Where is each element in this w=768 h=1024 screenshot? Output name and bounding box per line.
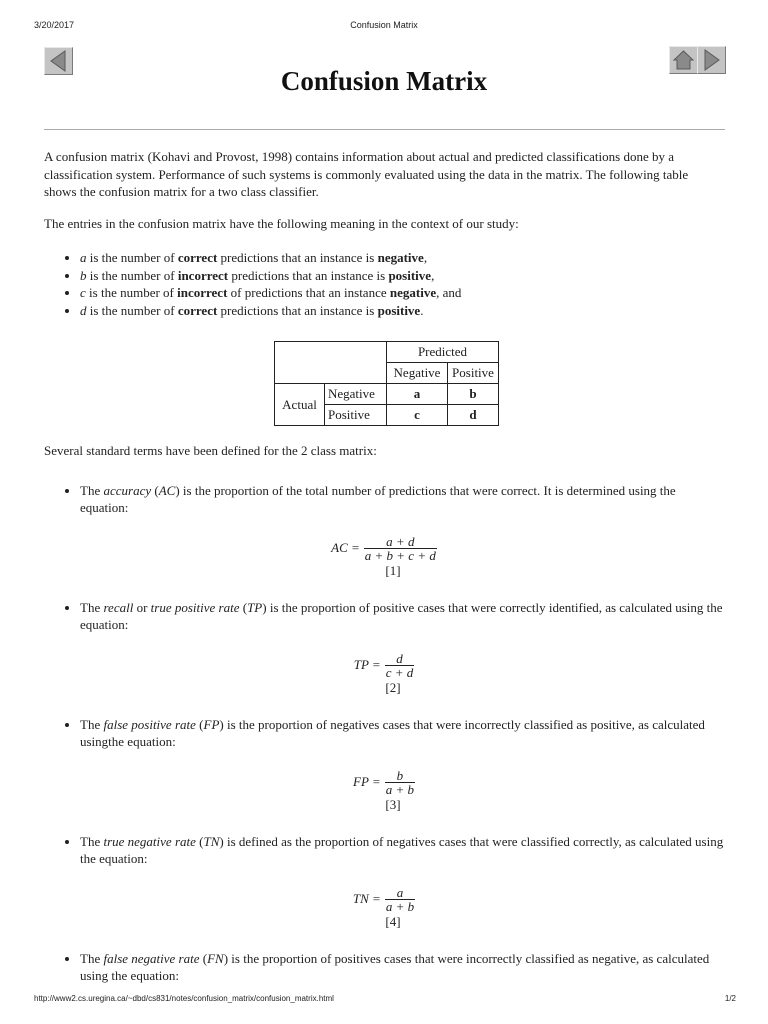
horizontal-rule	[44, 129, 725, 130]
numerator: a	[396, 884, 404, 900]
definition-list	[44, 249, 724, 319]
equation-number: [2]	[385, 679, 401, 695]
list-item: • c is the number of incorrect of predictions that an instance negative, and	[80, 284, 724, 302]
term-text: The recall or true positive rate (TP) is the proportion of positive cases that were correctly identified, as calculated using the equation:	[80, 599, 723, 632]
actual-negative-header: Negative	[325, 384, 387, 405]
numerator: a + d	[386, 533, 415, 549]
term-text: The true negative rate (TN) is defined as the proportion of negatives cases that were classified correctly, as calculated using the equation:	[80, 833, 724, 866]
predicted-header: Predicted	[387, 342, 499, 363]
equation-number: [3]	[385, 796, 401, 812]
predicted-negative-header: Negative	[387, 363, 448, 384]
numerator: b	[396, 767, 404, 783]
term-text: The accuracy (AC) is the proportion of the total number of predictions that were correct. It is determined using the equation:	[80, 482, 676, 515]
denominator: c + d	[385, 664, 414, 680]
table-corner-cell	[275, 342, 387, 384]
actual-positive-header: Positive	[325, 405, 387, 426]
equation-tp	[44, 652, 724, 696]
document-body	[44, 148, 724, 985]
equation-lhs: AC =	[331, 540, 360, 556]
cell-c: c	[387, 405, 448, 426]
predicted-positive-header: Positive	[448, 363, 499, 384]
term-text: The false positive rate (FP) is the proportion of negatives cases that were incorrectly classified as positive, as calculated usingthe equation:	[80, 716, 705, 749]
term-false-positive-rate	[80, 716, 724, 833]
cell-d: d	[448, 405, 499, 426]
confusion-matrix-table	[274, 341, 499, 426]
terms-list	[44, 482, 724, 985]
list-item: • a is the number of correct predictions that an instance is negative,	[80, 249, 724, 267]
denominator: a + b	[385, 898, 415, 914]
equation-fp	[44, 769, 724, 813]
equation-fraction	[364, 535, 437, 562]
intro-paragraph: A confusion matrix (Kohavi and Provost, 1998) contains information about actual and predicted classifications done by a classification system. Performance of such systems is commonly evaluated using the data in the matrix. The following table shows the confusion matrix for a two class classifier.	[44, 149, 689, 199]
list-item: • b is the number of incorrect predictions that an instance is positive,	[80, 267, 724, 285]
cell-b: b	[448, 384, 499, 405]
terms-intro: Several standard terms have been defined for the 2 class matrix:	[44, 443, 377, 458]
page-url: http://www2.cs.uregina.ca/~dbd/cs831/notes/confusion_matrix/confusion_matrix.html	[34, 994, 334, 1003]
equation-tn	[44, 886, 724, 930]
page-title: Confusion Matrix	[280, 66, 488, 96]
cell-a: a	[387, 384, 448, 405]
term-text: The false negative rate (FN) is the proportion of positives cases that were incorrectly classified as negative, as calculated using the equation:	[80, 950, 710, 983]
equation-lhs: FP =	[353, 774, 381, 790]
actual-header: Actual	[275, 384, 325, 426]
numerator: d	[396, 650, 403, 666]
term-false-negative-rate	[80, 950, 724, 985]
equation-accuracy	[44, 535, 724, 579]
meaning-intro: The entries in the confusion matrix have the following meaning in the context of our study:	[44, 215, 519, 231]
equation-lhs: TP =	[353, 657, 381, 673]
term-accuracy	[80, 482, 724, 599]
denominator: a + b + c + d	[364, 547, 436, 563]
denominator: a + b	[385, 781, 414, 797]
term-true-negative-rate	[80, 833, 724, 950]
list-item: • d is the number of correct predictions that an instance is positive.	[80, 302, 724, 320]
equation-number: [4]	[385, 913, 401, 929]
equation-fraction	[385, 769, 415, 796]
term-true-positive-rate	[80, 599, 724, 716]
page-number: 1/2	[724, 994, 736, 1003]
print-header	[0, 8, 768, 30]
print-date: 3/20/2017	[34, 20, 75, 30]
equation-number: [1]	[385, 562, 401, 578]
equation-fraction	[385, 886, 415, 913]
equation-fraction	[385, 652, 415, 679]
print-title: Confusion Matrix	[350, 20, 418, 30]
equation-lhs: TN =	[352, 891, 381, 907]
